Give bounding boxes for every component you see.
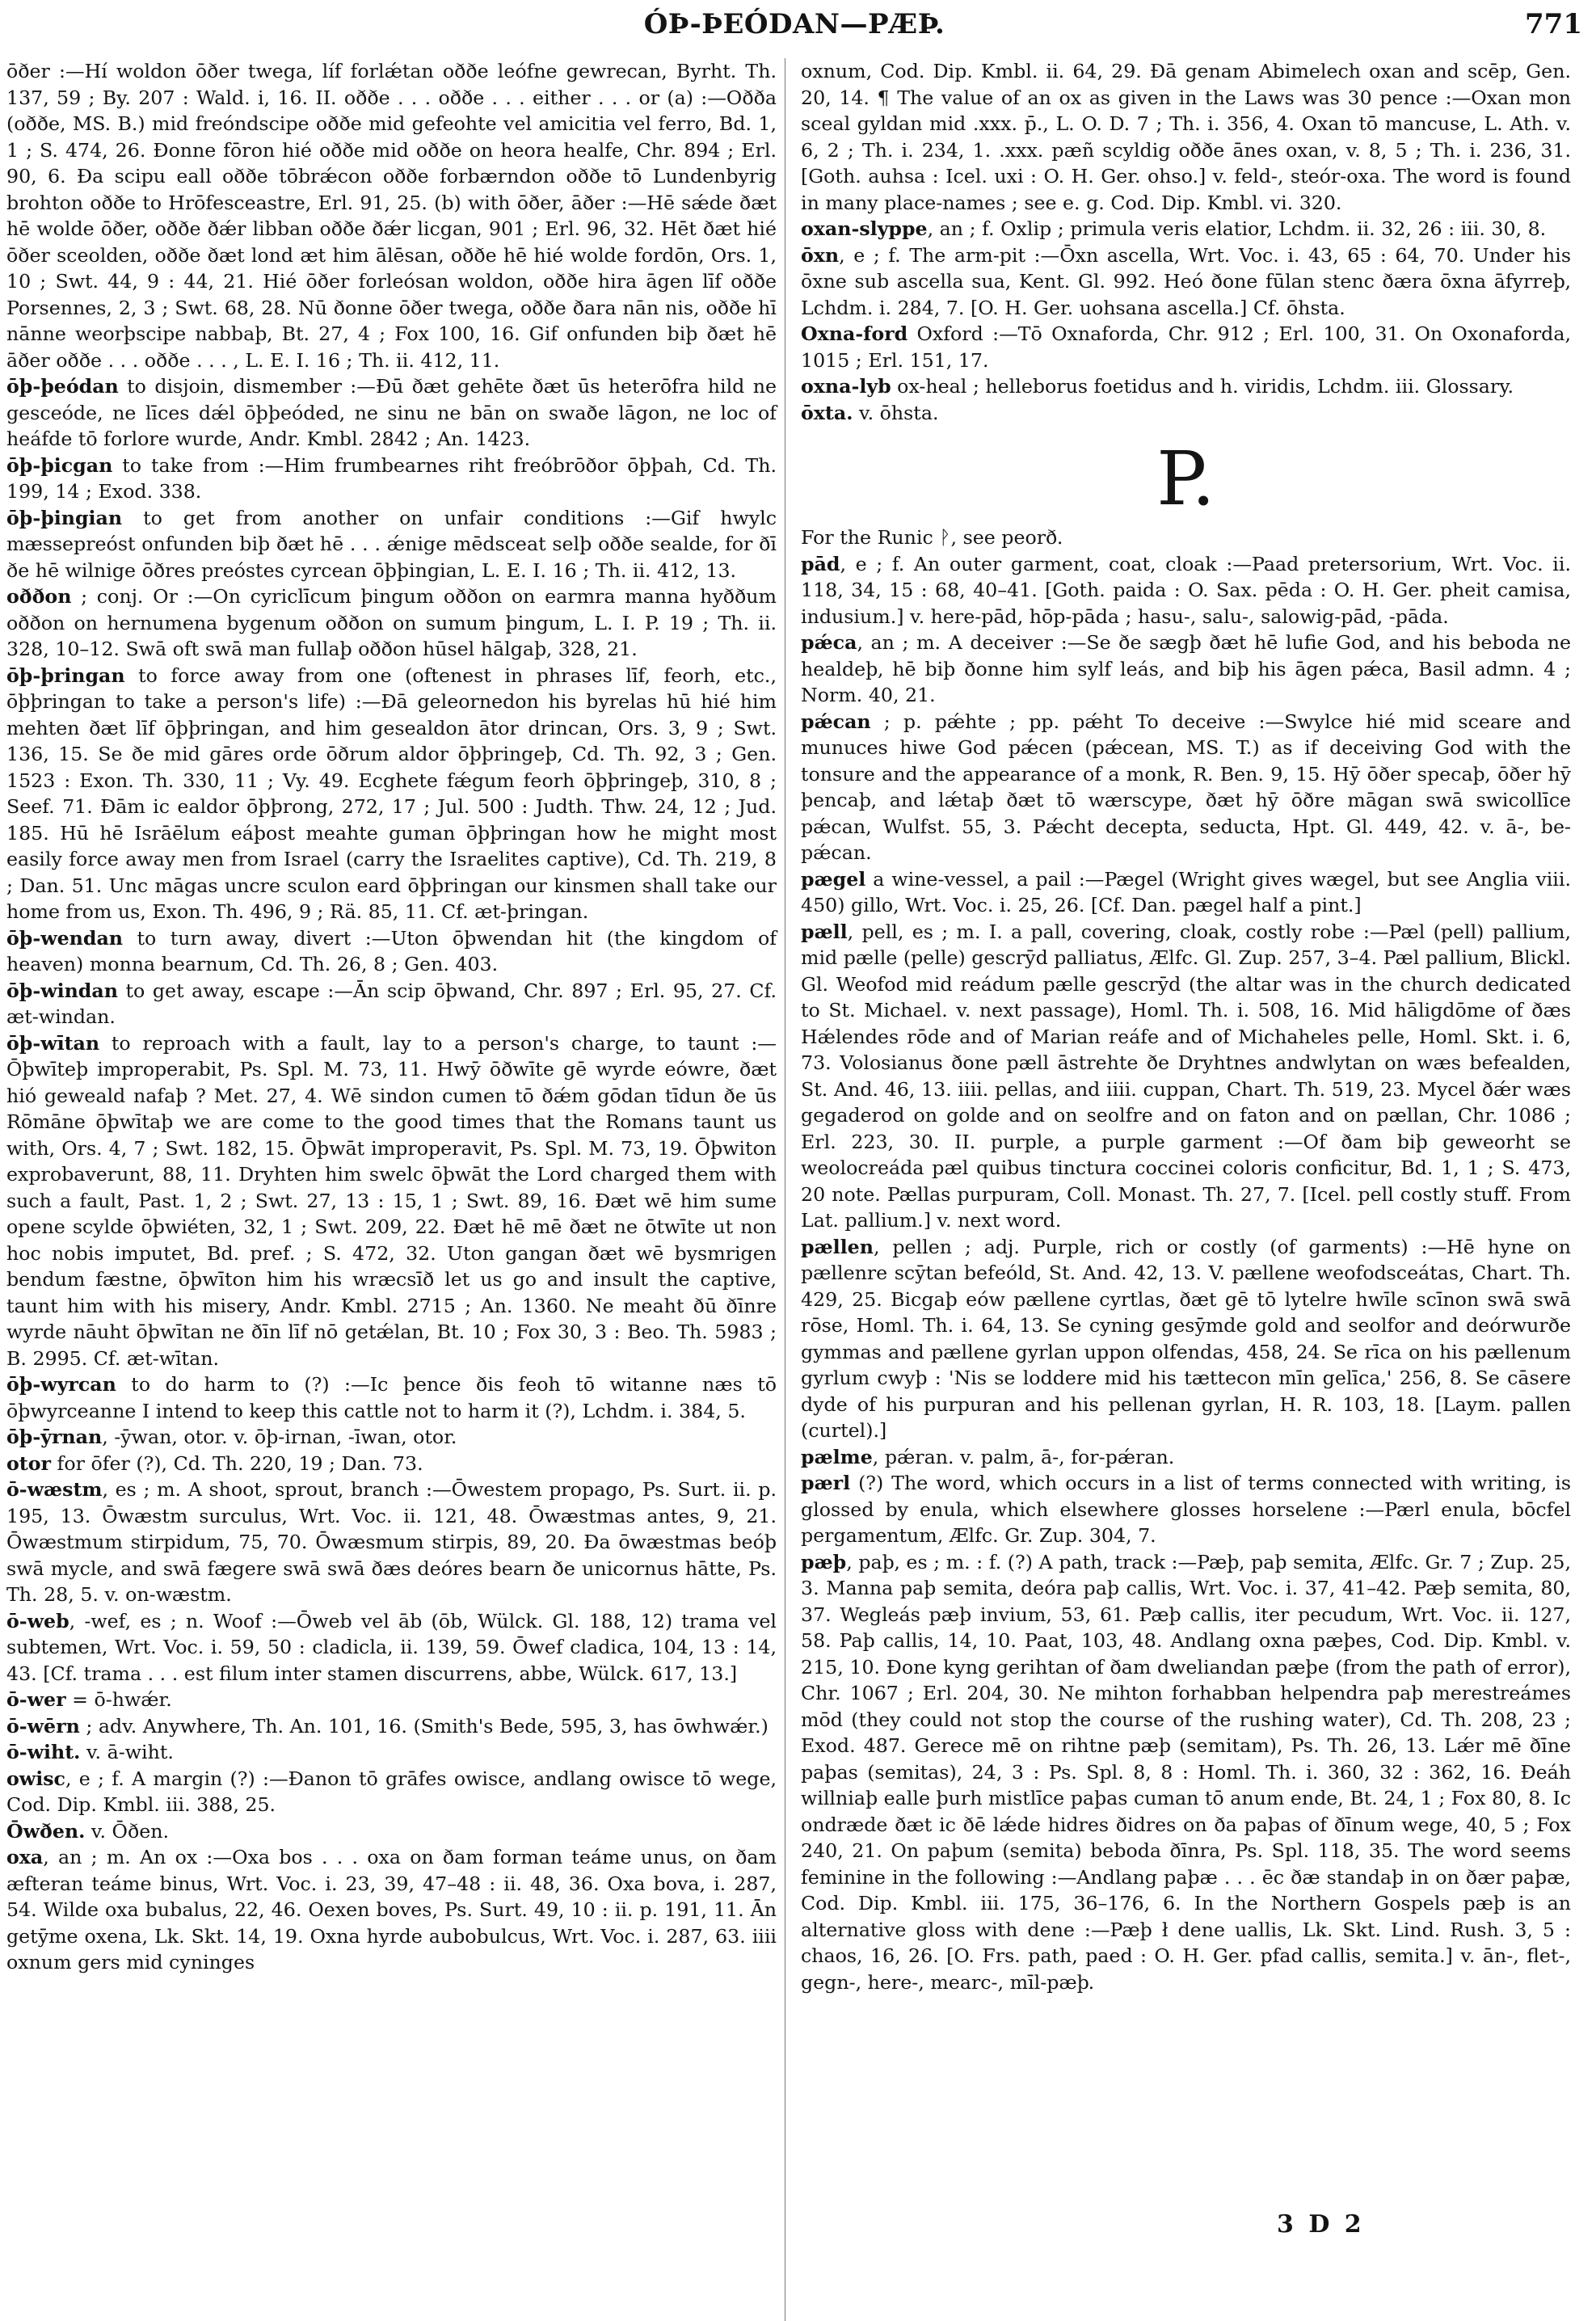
headword: ō-web bbox=[6, 1609, 69, 1632]
entry: pægel a wine-vessel, a pail :—Pægel (Wright gives wægel, but see Anglia viii. 450) gillo, Wrt. Voc. i. 25, 26. [Cf. Dan. pægel half a pint.] bbox=[801, 867, 1571, 916]
entry: oððon ; conj. Or :—On cyriclīcum þingum oððon on earmra manna hyððum oððon on hernumena bygenum oððon on sumum þingum, L. I. P. 19 ; Th. ii. 328, 10–12. Swā oft swā man fullaþ oððon hūsel hālgaþ, 328, 21. bbox=[6, 585, 777, 660]
headword: pæll bbox=[801, 920, 848, 943]
entry: pǽca, an ; m. A deceiver :—Se ðe sægþ ðæt hē lufie God, and his beboda ne healdeþ, hē biþ ðonne him sylf leás, and biþ his āgen pǽca, Basil admn. 4 ; Norm. 40, 21. bbox=[801, 631, 1571, 706]
entry: ōxta. v. ōhsta. bbox=[801, 401, 939, 424]
headword: pæþ bbox=[801, 1550, 847, 1573]
headword: pærl bbox=[801, 1472, 851, 1494]
entry: oxa, an ; m. An ox :—Oxa bos . . . oxa on ðam forman teáme unus, on ðam æfteran teáme binus, Wrt. Voc. i. 23, 39, 47–48 : ii. 48, 36. Oxa bova, i. 287, 54. Wilde oxa bubalus, 22, 46. Oexen boves, Ps. Surt. 49, 10 : ii. p. 191, 11. Ān getȳme oxena, Lk. Skt. 14, 19. Oxna hyrde aubobulcus, Wrt. Voc. i. 287, 63. iiii oxnum gers mid cyninges bbox=[6, 1846, 777, 1973]
page-number: 771 bbox=[1525, 8, 1582, 40]
entry: ō-web, -wef, es ; n. Woof :—Ōweb vel āb (ōb, Wülck. Gl. 188, 12) trama vel subtemen, Wrt. Voc. i. 59, 50 : cladicla, ii. 139, 59. Ōwef cladica, 104, 13 : 14, 43. [Cf. trama . . . est filum inter stamen discurrens, abbe, Wülck. 617, 13.] bbox=[6, 1609, 777, 1685]
headword: otor bbox=[6, 1451, 52, 1475]
headword: owisc bbox=[6, 1767, 65, 1790]
entry: pād, e ; f. An outer garment, coat, cloak :—Paad pretersorium, Wrt. Voc. ii. 118, 34, 15 : 68, 40–41. [Goth. paida : O. Sax. pēda : O. H. Ger. pheit camisa, indusium.] v. here-pād, hōp-pāda ; hasu-, salu-, salowig-pād, -pāda. bbox=[801, 552, 1571, 628]
headword: ō-wæstm bbox=[6, 1478, 103, 1501]
entry: pæþ, paþ, es ; m. : f. (?) A path, track :—Pæþ, paþ semita, Ælfc. Gr. 7 ; Zup. 25, 3. Manna paþ semita, deóra paþ callis, Wrt. Voc. i. 37, 41–42. Pæþ semita, 80, 37. Wegleás pæþ invium, 53, 61. Pæþ callis, iter pecudum, Wrt. Voc. ii. 127, 58. Paþ callis, 14, 10. Paat, 103, 48. Andlang oxna pæþes, Cod. Dip. Kmbl. v. 215, 10. Ðone kyng gerihtan of ðam dweliandan pæþe (from the path of error), Chr. 1067 ; Erl. 204, 30. Ne mihton forhabban helpendra paþ merestreámes mōd (they could not stop the course of the rushing water), Cd. Th. 208, 23 ; Exod. 487. Gerece mē on rihtne pæþ (semitam), Ps. Th. 26, 13. Lǽr mē ðīne paþas (semitas), 24, 3 : Ps. Spl. 8, 8 : Homl. Th. i. 360, 32 : 362, 16. Ðeáh willniaþ ealle þurh mistlīce paþas cuman tō anum ende, Bt. 24, 1 ; Fox 80, 8. Ic ondræde ðæt ic ðē lǽde hidres ðidres on ða paþas of ðīnum wege, 40, 5 ; Fox 240, 21. On paþum (semita) beboda ðīnra, Ps. Spl. 118, 35. The word seems feminine in the following :—Andlang paþæ . . . ēc ðæ standaþ in on ðær paþæ, Cod. Dip. Kmbl. iii. 175, 36–176, 6. In the Northern Gospels pæþ is an alternative gloss with dene :—Pæþ ł dene uallis, Lk. Skt. Lind. Rush. 3, 5 : chaos, 16, 26. [O. Frs. path, paed : O. H. Ger. pfad callis, semita.] v. ān-, flet-, gegn-, here-, mearc-, mīl-pæþ. bbox=[801, 1550, 1571, 1994]
headword: ōþ-wendan bbox=[6, 926, 124, 950]
entry: oxan-slyppe, an ; f. Oxlip ; primula veris elatior, Lchdm. ii. 32, 26 : iii. 30, 8. bbox=[801, 217, 1547, 240]
entry: For the Runic ᚹ, see peorð. bbox=[801, 526, 1063, 549]
left-column bbox=[6, 58, 777, 1976]
headword: ōþ-þicgan bbox=[6, 453, 113, 477]
headword: Ōwðen. bbox=[6, 1819, 86, 1843]
headword: pælme bbox=[801, 1445, 873, 1468]
headword: ōþ-wyrcan bbox=[6, 1373, 116, 1396]
entry: ōþ-þingian to get from another on unfair conditions :—Gif hwylc mæssepreóst onfunden biþ ðæt hē . . . ǽnige mēdsceat selþ oððe sealde, for ðī ðe hē wilnige ōðres preóstes cyrcean ōþþingian, L. E. I. 16 ; Th. ii. 412, 13. bbox=[6, 506, 777, 582]
section-letter: P. bbox=[1156, 436, 1215, 522]
entry: ō-wērn ; adv. Anywhere, Th. An. 101, 16. (Smith's Bede, 595, 3, has ōwhwǽr.) bbox=[6, 1714, 769, 1738]
headword: pǽca bbox=[801, 631, 857, 654]
entry: ōþ-wendan to turn away, divert :—Uton ōþwendan hit (the kingdom of heaven) monna bearnum, Cd. Th. 26, 8 ; Gen. 403. bbox=[6, 926, 777, 975]
entry: ōþ-þringan to force away from one (oftenest in phrases līf, feorh, etc., ōþþringan to take a person's life) :—Ðā geleornedon his byrelas hū hié him mehten ðæt līf ōþþringan, and him gesealdon ātor drincan, Ors. 3, 9 ; Swt. 136, 15. Se ðe mid gāres orde ōðrum aldor ōþþringeþ, Cd. Th. 92, 3 ; Gen. 1523 : Exon. Th. 330, 11 ; Vy. 49. Ecghete fǽgum feorh ōþþringeþ, 310, 8 ; Seef. 71. Ðām ic ealdor ōþþrong, 272, 17 ; Jul. 500 : Judth. Thw. 24, 12 ; Jud. 185. Hū hē Isrāēlum eáþost meahte guman ōþþringan how he might most easily force away men from Israel (carry the Israelites captive), Cd. Th. 219, 8 ; Dan. 51. Unc māgas uncre sculon eard ōþþringan our kinsmen shall take our home from us, Exon. Th. 496, 9 ; Rä. 85, 11. Cf. æt-þringan. bbox=[6, 663, 777, 923]
headword: ōxn bbox=[801, 243, 840, 267]
headword: pællen bbox=[801, 1235, 874, 1258]
entry: ō-wer = ō-hwǽr. bbox=[6, 1688, 172, 1711]
page-header bbox=[6, 5, 1582, 40]
entry: ōþ-wyrcan to do harm to (?) :—Ic þence ðis feoh tō witanne næs tō ōþwyrceanne I intend to keep this cattle not to harm it (?), Lchdm. i. 384, 5. bbox=[6, 1373, 777, 1422]
headword: oxna-lyb bbox=[801, 375, 891, 398]
entry: pǽcan ; p. pǽhte ; pp. pǽht To deceive :—Swylce hié mid sceare and munuces hiwe God pǽcen (pǽcean, MS. T.) as if deceiving God with the tonsure and the appearance of a monk, R. Ben. 9, 15. Hȳ ōðer specaþ, ōðer hȳ þencaþ, and lǽtaþ ðæt tō wærscype, ðæt hȳ ōðre māgan swā swicollīce pǽcan, Wulfst. 55, 3. Pǽcht decepta, seducta, Hpt. Gl. 449, 42. v. ā-, be-pǽcan. bbox=[801, 710, 1571, 864]
entry: owisc, e ; f. A margin (?) :—Ðanon tō grāfes owisce, andlang owisce tō wege, Cod. Dip. Kmbl. iii. 388, 25. bbox=[6, 1767, 777, 1816]
headword: oxa bbox=[6, 1846, 44, 1868]
headword: ōþ-wītan bbox=[6, 1031, 100, 1055]
headword: ōþ-þeódan bbox=[6, 375, 119, 398]
headword: ō-wērn bbox=[6, 1714, 80, 1738]
entry: ōðer :—Hí woldon ōðer twega, líf forlǽtan oððe leófne gewrecan, Byrht. Th. 137, 59 ; By. 207 : Wald. i, 16. II. oððe . . . oððe . . . either . . . or (a) :—Oðða (oððe, MS. B.) mid freóndscipe oððe mid gefeohte vel amicitia vel ferro, Bd. 1, 1 ; S. 474, 26. Ðonne fōron hié oððe mid oððe on heora healfe, Chr. 894 ; Erl. 90, 6. Ða scipu eall oððe tōbrǽcon oððe forbærndon oððe tō Lundenbyrig brohton oððe to Hrōfesceastre, Erl. 91, 25. (b) with ōðer, āðer :—Hē sǽde ðæt hē wolde ōðer, oððe ðǽr libban oððe ðǽr licgan, 901 ; Erl. 96, 32. Hēt ðæt hié ōðer sceolden, oððe ðæt lond æt him ālēsan, oððe hē hié wolde fordōn, Ors. 1, 10 ; Swt. 44, 9 : 44, 21. Hié ōðer forleósan woldon, oððe hira āgen līf oððe Porsennes, 2, 3 ; Swt. 68, 28. Nū ðonne ōðer twega, oððe ðara nān nis, oððe hī nānne weorþscipe nabbaþ, Bt. 27, 4 ; Fox 100, 16. Gif onfunden biþ ðæt hē āðer oððe . . . oððe . . . , L. E. I. 16 ; Th. ii. 412, 11. bbox=[6, 60, 777, 372]
headword: oxan-slyppe bbox=[801, 217, 928, 240]
headword: ō-wiht. bbox=[6, 1741, 81, 1763]
entry: ōþ-ȳrnan, -ȳwan, otor. v. ōþ-irnan, -īwan, otor. bbox=[6, 1426, 457, 1448]
entry: ōþ-þicgan to take from :—Him frumbearnes riht freóbrōðor ōþþah, Cd. Th. 199, 14 ; Exod. 338. bbox=[6, 453, 777, 503]
headword: ōxta. bbox=[801, 401, 853, 424]
entry: ō-wiht. v. ā-wiht. bbox=[6, 1741, 174, 1763]
headword: ōþ-ȳrnan bbox=[6, 1426, 103, 1448]
headword: Oxna-ford bbox=[801, 322, 908, 345]
headword: ō-wer bbox=[6, 1688, 66, 1711]
headword: ōþ-windan bbox=[6, 979, 118, 1002]
entry: ō-wæstm, es ; m. A shoot, sprout, branch :—Ōwestem propago, Ps. Surt. ii. p. 195, 13. Ōwæstm surculus, Wrt. Voc. ii. 121, 48. Ōwæstmas antes, 9, 21. Ōwæstmum stirpidum, 75, 70. Ōwæsmum stirpis, 89, 20. Ða ōwæstmas beóþ swā mycle, and swā fægere swā swā ðæs deóres bearn ðe unicornus hātte, Ps. Th. 28, 5. v. on-wæstm. bbox=[6, 1478, 777, 1606]
headword: oððon bbox=[6, 585, 72, 608]
headword: ōþ-þringan bbox=[6, 663, 125, 687]
entry: oxnum, Cod. Dip. Kmbl. ii. 64, 29. Ðā genam Abimelech oxan and scēp, Gen. 20, 14. ¶ The value of an ox as given in the Laws was 30 pence :—Oxan mon sceal gyldan mid .xxx. p̄., L. O. D. 7 ; Th. i. 356, 4. Oxan tō mancuse, L. Ath. v. 6, 2 ; Th. i. 234, 1. .xxx. pæñ scyldig oððe ānes oxan, v. 8, 5 ; Th. i. 236, 31. [Goth. auhsa : Icel. uxi : O. H. Ger. ohso.] v. feld-, steór-oxa. The word is found in many place-names ; see e. g. Cod. Dip. Kmbl. vi. 320. bbox=[801, 60, 1571, 214]
headword: pǽcan bbox=[801, 710, 871, 733]
entry: ōxn, e ; f. The arm-pit :—Ōxn ascella, Wrt. Voc. i. 43, 65 : 64, 70. Under his ōxne sub ascella sua, Kent. Gl. 992. Heó ðone fūlan stenc ðæra ōxna āfyrreþ, Lchdm. i. 284, 7. [O. H. Ger. uohsana ascella.] Cf. ōhsta. bbox=[801, 243, 1571, 319]
entry: pæll, pell, es ; m. I. a pall, covering, cloak, costly robe :—Pæl (pell) pallium, mid pælle (pelle) gescrȳd palliatus, Ælfc. Gl. Zup. 257, 3–4. Pæl pallium, Blickl. Gl. Weofod mid reádum pælle gescrȳd (the altar was in the church dedicated to St. Michael. v. next passage), Homl. Th. i. 508, 16. Mid hāligdōme of ðæs Hǽlendes rōde and of Marian reáfe and of Michaheles pelle, Homl. Skt. i. 6, 73. Volosianus ðone pæll āstrehte ðe Dryhtnes andwlytan on wæs befealden, St. And. 46, 13. iiii. pellas, and iiii. cuppan, Chart. Th. 519, 23. Mycel ðǽr wæs gegaderod on golde and on seolfre and on faton and on pællan, Chr. 1086 ; Erl. 223, 30. II. purple, a purple garment :—Of ðam biþ geweorht se weolocreáda pæl quibus tinctura coccinei coloris conficitur, Bd. 1, 1 ; S. 473, 20 note. Pællas purpuram, Coll. Monast. Th. 27, 7. [Icel. pell costly stuff. From Lat. pallium.] v. next word. bbox=[801, 920, 1571, 1232]
entry: otor for ōfer (?), Cd. Th. 220, 19 ; Dan. 73. bbox=[6, 1451, 423, 1475]
headword: ōþ-þingian bbox=[6, 506, 123, 529]
entry: pælme, pǽran. v. palm, ā-, for-pǽran. bbox=[801, 1445, 1175, 1468]
headword: pād bbox=[801, 552, 840, 575]
entry: Ōwðen. v. Ōðen. bbox=[6, 1819, 170, 1843]
entry: oxna-lyb ox-heal ; helleborus foetidus and h. viridis, Lchdm. iii. Glossary. bbox=[801, 375, 1514, 398]
right-column bbox=[801, 58, 1571, 1995]
entry: ōþ-windan to get away, escape :—Ān scip ōþwand, Chr. 897 ; Erl. 95, 27. Cf. æt-windan. bbox=[6, 979, 777, 1028]
headword: pægel bbox=[801, 867, 866, 891]
page-title: ÓÞ-ÞEÓDAN—PÆÞ. bbox=[643, 8, 945, 40]
entry: Oxna-ford Oxford :—Tō Oxnaforda, Chr. 912 ; Erl. 100, 31. On Oxonaforda, 1015 ; Erl. 151, 17. bbox=[801, 322, 1571, 372]
signature-mark: 3 D 2 bbox=[1277, 2210, 1365, 2239]
entry: pærl (?) The word, which occurs in a list of terms connected with writing, is glossed by enula, which elsewhere glosses horselene :—Pærl enula, bōcfel pergamentum, Ælfc. Gr. Zup. 304, 7. bbox=[801, 1472, 1571, 1547]
entry: pællen, pellen ; adj. Purple, rich or costly (of garments) :—Hē hyne on pællenre scȳtan befeóld, St. And. 42, 13. V. pællene weofodsceátas, Chart. Th. 429, 25. Bicgaþ eów pællene cyrtlas, ðæt gē tō lytelre hwīle scīnon swā swā rōse, Homl. Th. i. 64, 13. Se cyning gesȳmde gold and seolfor and deórwurðe gymmas and pællene gyrlan uppon olfendas, 458, 24. Se rīca on his pællenum gyrlum cwyþ : 'Nis se loddere mid his tættecon mīn gelīca,' 256, 8. Se cāsere dyde of his purpuran and his pellenan gyrlan, H. R. 103, 18. [Laym. pallen (curtel).] bbox=[801, 1235, 1571, 1442]
entry: ōþ-þeódan to disjoin, dismember :—Ðū ðæt gehēte ðæt ūs heterōfra hild ne gesceóde, ne līces dǽl ōþþeóded, ne sinu ne bān on swaðe lāgon, ne loc of heáfde tō forlore wurde, Andr. Kmbl. 2842 ; An. 1423. bbox=[6, 375, 777, 450]
entry: ōþ-wītan to reproach with a fault, lay to a person's charge, to taunt :—Ōþwīteþ improperabit, Ps. Spl. M. 73, 11. Hwȳ ōðwīte gē wyrde eówre, ðæt hió geweald nafaþ ? Met. 27, 4. Wē sindon cumen tō ðǽm gōdan tīdun ðe ūs Rōmāne ōþwītaþ we are come to the good times that the Romans taunt us with, Ors. 4, 7 ; Swt. 182, 15. Ōþwāt improperavit, Ps. Spl. M. 73, 19. Ōþwiton exprobaverunt, 88, 11. Dryhten him swelc ōþwāt the Lord charged them with such a fault, Past. 1, 2 ; Swt. 27, 13 : 15, 1 ; Swt. 89, 16. Ðæt wē him sume opene scylde ōþwiéten, 32, 1 ; Swt. 209, 22. Ðæt hē mē ðæt ne ōtwīte ut non hoc nobis imputet, Bd. pref. ; S. 472, 32. Uton gangan ðæt wē bysmrigen bendum fæstne, ōþwīton him his wræcsīð let us go and insult the captive, taunt him with his misery, Andr. Kmbl. 2715 ; An. 1360. Ne meaht ðū ðīnre wyrde nāuht ōþwītan ne ðīn līf nō getǽlan, Bt. 10 ; Fox 30, 3 : Beo. Th. 5983 ; B. 2995. Cf. æt-wītan. bbox=[6, 1031, 777, 1370]
